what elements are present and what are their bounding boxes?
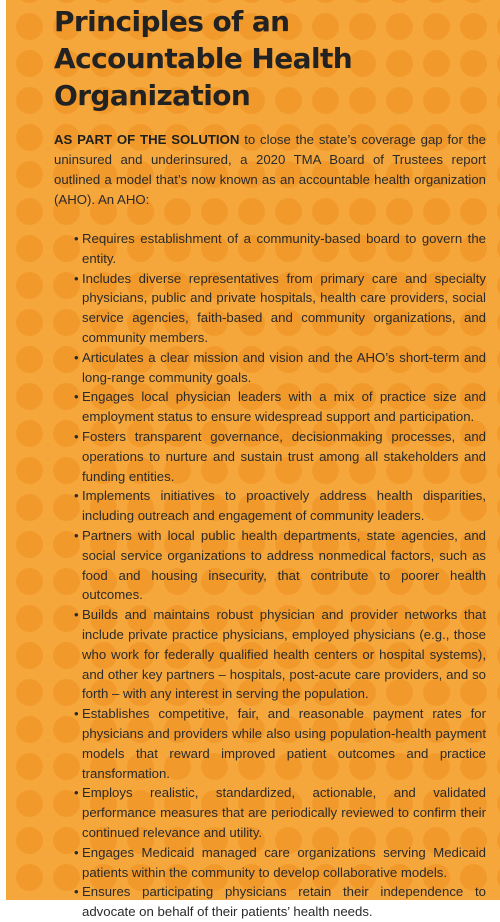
list-item <box>54 843 486 883</box>
list-item <box>54 783 486 842</box>
list-item-text: Requires establishment of a community-based board to govern the entity. <box>82 231 486 266</box>
list-item <box>54 526 486 605</box>
panel-content <box>54 3 486 922</box>
bullet-icon: • <box>74 844 79 860</box>
list-item <box>54 387 486 427</box>
list-item <box>54 704 486 783</box>
list-item <box>54 229 486 269</box>
list-item-text: Partners with local public health departments, state agencies, and social service organizations to address nonmedical factors, such as food and housing insecurity, that contribute to poorer health outcomes. <box>82 527 486 603</box>
list-item <box>54 882 486 922</box>
principles-list <box>54 229 486 922</box>
bullet-icon: • <box>74 349 79 365</box>
list-item <box>54 427 486 486</box>
list-item <box>54 348 486 388</box>
intro-text: to close the state’s coverage gap for the uninsured and underinsured, a 2020 TMA Board of Trustees report outlined a model that’s now known as an accountable health organization (AHO). An AHO: <box>54 132 487 207</box>
list-item-text: Employs realistic, standardized, actionable, and validated performance measures that are periodically reviewed to confirm their continued relevance and utility. <box>82 785 486 840</box>
list-item-text: Fosters transparent governance, decisionmaking processes, and operations to nurture and sustain trust among all stakeholders and funding entities. <box>82 428 486 484</box>
list-item-text: Articulates a clear mission and vision and the AHO’s short-term and long-range community goals. <box>82 349 486 385</box>
bullet-icon: • <box>74 428 79 444</box>
bullet-icon: • <box>74 270 79 286</box>
bullet-icon: • <box>74 785 79 801</box>
list-item-text: Establishes competitive, fair, and reasonable payment rates for physicians and providers while also using population-health payment models that reward improved patient outcomes and practice transformation. <box>82 706 486 781</box>
list-item-text: Builds and maintains robust physician and provider networks that include private practice physicians, employed physicians (e.g., those who work for federally qualified health centers or hospital systems), and other key partners – hospitals, post-acute care providers, and so forth – with any interest in serving the population. <box>82 607 486 702</box>
list-item-text: Implements initiatives to proactively address health disparities, including outreach and engagement of community leaders. <box>82 488 486 524</box>
list-item-text: Engages local physician leaders with a mix of practice size and employment status to ensure widespread support and participation. <box>82 389 486 425</box>
bullet-icon: • <box>74 706 79 722</box>
list-item <box>54 605 486 704</box>
bullet-icon: • <box>74 488 79 504</box>
bullet-icon: • <box>74 884 79 900</box>
list-item <box>54 269 486 348</box>
list-item-text: Engages Medicaid managed care organizations serving Medicaid patients within the community to develop collaborative models. <box>82 844 486 880</box>
bullet-icon: • <box>74 231 79 246</box>
sidebar-panel <box>6 0 500 920</box>
intro-lead: AS PART OF THE SOLUTION <box>54 132 240 147</box>
bullet-icon: • <box>74 527 79 543</box>
list-item-text: Ensures participating physicians retain their independence to advocate on behalf of their patients’ health needs. <box>82 884 486 920</box>
list-item <box>54 486 486 526</box>
list-item-text: Includes diverse representatives from primary care and specialty physicians, public and private hospitals, health care providers, social service agencies, faith-based and community organizations, and community members. <box>82 270 486 345</box>
bullet-icon: • <box>74 607 79 623</box>
bullet-icon: • <box>74 389 79 405</box>
intro-paragraph <box>54 130 486 210</box>
page-title: Principles of an Accountable Health Organization <box>54 5 353 112</box>
